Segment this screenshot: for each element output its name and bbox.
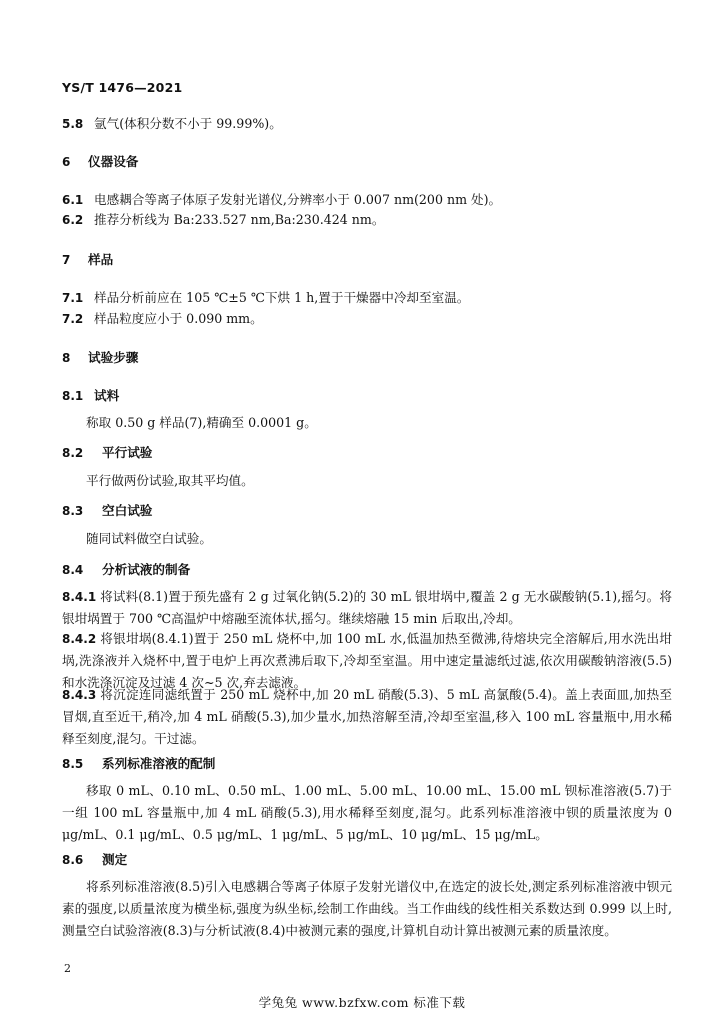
clause-number: 8.4.1 <box>62 590 97 604</box>
section-number: 8 <box>62 351 71 365</box>
clause-8-3-heading <box>62 503 672 519</box>
clause-number: 8.3 <box>62 504 84 518</box>
section-number: 6 <box>62 155 71 169</box>
clause-text: 推荐分析线为 Ba:233.527 nm,Ba:230.424 nm。 <box>94 212 385 227</box>
clause-text: 样品分析前应在 105 ℃±5 ℃下烘 1 h,置于干燥器中冷却至室温。 <box>94 290 470 305</box>
section-6-heading <box>62 154 672 170</box>
clause-number: 8.6 <box>62 853 84 867</box>
clause-6-1 <box>62 192 672 208</box>
section-title: 仪器设备 <box>88 154 139 169</box>
clause-6-2 <box>62 212 672 228</box>
section-7-heading <box>62 252 672 268</box>
clause-8-1-heading <box>62 388 672 404</box>
section-8-heading <box>62 350 672 366</box>
clause-number: 8.4 <box>62 563 84 577</box>
clause-5-8 <box>62 116 672 132</box>
section-number: 7 <box>62 253 71 267</box>
clause-number: 6.2 <box>62 213 84 227</box>
standard-code: YS/T 1476—2021 <box>62 80 183 95</box>
clause-8-1-text: 称取 0.50 g 样品(7),精确至 0.0001 g。 <box>86 415 317 430</box>
clause-text: 氩气(体积分数不小于 99.99%)。 <box>94 116 282 131</box>
clause-title: 空白试验 <box>102 503 153 518</box>
clause-number: 7.2 <box>62 312 84 326</box>
clause-8-3-text: 随同试料做空白试验。 <box>86 531 212 546</box>
clause-8-4-3 <box>62 684 672 750</box>
clause-title: 试料 <box>94 388 120 403</box>
clause-8-6-heading <box>62 852 672 868</box>
footer-watermark: 学兔兔 www.bzfxw.com 标准下载 <box>258 995 466 1010</box>
clause-title: 平行试验 <box>102 445 153 460</box>
clause-8-2-heading <box>62 445 672 461</box>
section-title: 样品 <box>88 252 114 267</box>
clause-8-4-1 <box>62 586 672 630</box>
clause-number: 8.1 <box>62 389 84 403</box>
clause-text: 将银坩埚(8.4.1)置于 250 mL 烧杯中,加 100 mL 水,低温加热至微沸,待熔块完全溶解后,用水洗出坩埚,洗涤液并入烧杯中,置于电炉上再次煮沸后取下,冷却至室温。用中速定量滤纸过滤,依次用碳酸钠溶液(5.5)和水洗涤沉淀及过滤 4 次~5 次,弃去滤液。 <box>62 631 672 690</box>
clause-number: 8.2 <box>62 446 84 460</box>
clause-number: 8.4.3 <box>62 688 97 702</box>
clause-number: 7.1 <box>62 291 84 305</box>
clause-number: 6.1 <box>62 193 84 207</box>
clause-text: 样品粒度应小于 0.090 mm。 <box>94 311 263 326</box>
clause-8-2-text: 平行做两份试验,取其平均值。 <box>86 473 254 488</box>
clause-8-4-heading <box>62 562 672 578</box>
clause-title: 系列标准溶液的配制 <box>102 756 216 771</box>
section-title: 试验步骤 <box>88 350 139 365</box>
clause-8-6-text: 将系列标准溶液(8.5)引入电感耦合等离子体原子发射光谱仪中,在选定的波长处,测定系列标准溶液中钡元素的强度,以质量浓度为横坐标,强度为纵坐标,绘制工作曲线。当工作曲线的线性相关系数达到 0.999 以上时,测量空白试验溶液(8.3)与分析试液(8.4)中被测元素的强度,计算机自动计算出被测元素的质量浓度。 <box>62 879 672 938</box>
clause-7-1 <box>62 290 672 306</box>
clause-text: 电感耦合等离子体原子发射光谱仪,分辨率小于 0.007 nm(200 nm 处)。 <box>94 192 502 207</box>
clause-8-5-heading <box>62 756 672 772</box>
page-number: 2 <box>64 962 71 975</box>
clause-text: 将试料(8.1)置于预先盛有 2 g 过氧化钠(5.2)的 30 mL 银坩埚中,覆盖 2 g 无水碳酸钠(5.1),摇匀。将银坩埚置于 700 ℃高温炉中熔融至流体状,摇匀。继续熔融 15 min 后取出,冷却。 <box>62 589 672 626</box>
clause-number: 8.5 <box>62 757 84 771</box>
clause-number: 8.4.2 <box>62 632 97 646</box>
clause-number: 5.8 <box>62 117 84 131</box>
clause-title: 测定 <box>102 852 128 867</box>
clause-text: 将沉淀连同滤纸置于 250 mL 烧杯中,加 20 mL 硝酸(5.3)、5 mL 高氯酸(5.4)。盖上表面皿,加热至冒烟,直至近干,稍冷,加 4 mL 硝酸(5.3),加少量水,加热溶解至清,冷却至室温,移入 100 mL 容量瓶中,用水稀释至刻度,混匀。干过滤。 <box>62 687 672 746</box>
clause-title: 分析试液的制备 <box>102 562 191 577</box>
clause-8-5-text: 移取 0 mL、0.10 mL、0.50 mL、1.00 mL、5.00 mL、10.00 mL、15.00 mL 钡标准溶液(5.7)于一组 100 mL 容量瓶中,加 4 mL 硝酸(5.3),用水稀释至刻度,混匀。此系列标准溶液中钡的质量浓度为 0 μg/mL、0.1 μg/mL、0.5 μg/mL、1 μg/mL、5 μg/mL、10 μg/mL、15 μg/mL。 <box>62 783 672 842</box>
clause-7-2 <box>62 311 672 327</box>
